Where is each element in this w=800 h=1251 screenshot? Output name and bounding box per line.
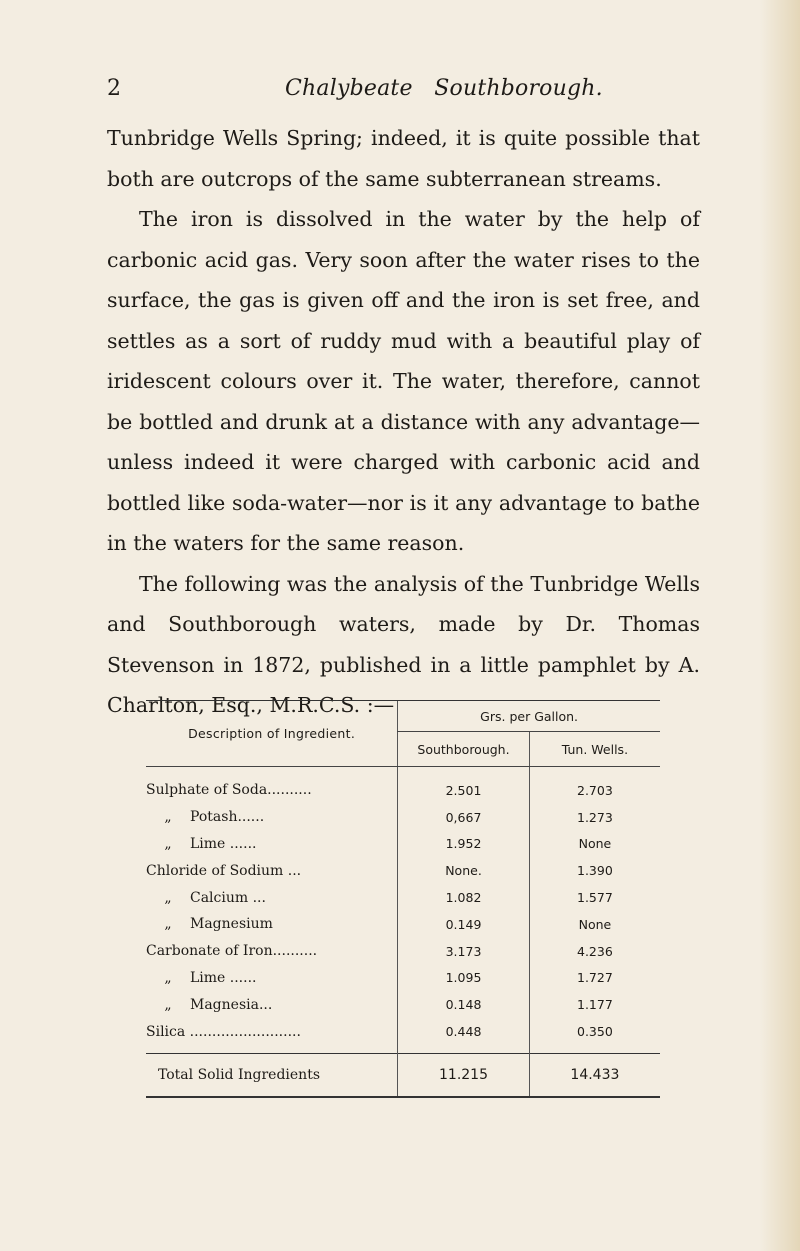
ingredient-name: Carbonate of Iron..........: [146, 943, 318, 960]
table-row: [146, 911, 660, 938]
col-header-tunwells: Tun. Wells.: [529, 732, 660, 767]
tunwells-value: 2.703: [529, 767, 660, 804]
ingredient-name: „ Potash......: [146, 804, 398, 831]
ingredient-name: „ Magnesium: [146, 911, 398, 938]
tunwells-value: 0.350: [529, 1018, 660, 1053]
ditto-mark: „: [164, 916, 172, 933]
southborough-value: 3.173: [398, 938, 530, 965]
total-southborough: 11.215: [398, 1053, 530, 1097]
table-row: [146, 965, 660, 992]
southborough-value: None.: [398, 857, 530, 884]
paragraph-continuation: Tunbridge Wells Spring; indeed, it is quite possible that both are outcrops of the same subterranean streams.: [107, 126, 700, 191]
group-header: Grs. per Gallon.: [398, 701, 660, 732]
ingredient-name: „ Calcium ...: [146, 884, 398, 911]
paragraph-iron: The iron is dissolved in the water by the help of carbonic acid gas. Very soon after the water rises to the surface, the gas is given off and the iron is set free, and settles as a sort of ruddy mud with a beautiful play of iridescent colours over it. The water, therefore, cannot be bottled and drunk at a distance with any advantage— unless indeed it were charged with carbonic acid and bottled like soda-water—nor is it any advantage to bathe in the waters for the same reason.: [107, 207, 700, 555]
ingredient-name: Silica .........................: [146, 1023, 301, 1040]
tunwells-value: 1.177: [529, 991, 660, 1018]
body-text: [107, 118, 700, 726]
southborough-value: 2.501: [398, 767, 530, 804]
table-row: [146, 857, 660, 884]
ingredient-name: Chloride of Sodium ...: [146, 862, 302, 879]
analysis-table: [146, 700, 660, 1098]
ingredient-name: „ Lime ......: [146, 965, 398, 992]
desc-header: Description of Ingredient.: [146, 701, 398, 767]
table-row: [146, 938, 660, 965]
table-row: [146, 884, 660, 911]
ditto-mark: „: [164, 835, 172, 852]
southborough-value: 1.095: [398, 965, 530, 992]
tunwells-value: 1.577: [529, 884, 660, 911]
southborough-value: 0.148: [398, 991, 530, 1018]
running-title: Chalybeate Southborough.: [285, 76, 603, 101]
tunwells-value: 1.390: [529, 857, 660, 884]
tunwells-value: 1.273: [529, 804, 660, 831]
southborough-value: 0.149: [398, 911, 530, 938]
page-edge-shading: [760, 0, 800, 1251]
ditto-mark: „: [164, 889, 172, 906]
ingredient-name: „ Magnesia...: [146, 991, 398, 1018]
paragraph-analysis-intro: The following was the analysis of the Tunbridge Wells and Southborough waters, made by Dr. Thomas Stevenson in 1872, published in a little pamphlet by A. Charlton, Esq., M.R.C.S. :—: [107, 571, 700, 717]
southborough-value: 1.952: [398, 831, 530, 858]
table-row: [146, 804, 660, 831]
table-row: [146, 991, 660, 1018]
total-row: [146, 1053, 660, 1097]
total-label: Total Solid Ingredients: [146, 1053, 398, 1097]
col-header-southborough: Southborough.: [398, 732, 530, 767]
tunwells-value: 4.236: [529, 938, 660, 965]
southborough-value: 0,667: [398, 804, 530, 831]
ingredient-name: Sulphate of Soda..........: [146, 782, 312, 799]
tunwells-value: None: [529, 831, 660, 858]
southborough-value: 0.448: [398, 1018, 530, 1053]
table-header-row: [146, 701, 660, 732]
ditto-mark: „: [164, 809, 172, 826]
table-row: [146, 831, 660, 858]
ingredient-name: „ Lime ......: [146, 831, 398, 858]
southborough-value: 1.082: [398, 884, 530, 911]
table-row: [146, 1018, 660, 1053]
page-number: 2: [107, 76, 121, 101]
ditto-mark: „: [164, 969, 172, 986]
ditto-mark: „: [164, 996, 172, 1013]
tunwells-value: 1.727: [529, 965, 660, 992]
tunwells-value: None: [529, 911, 660, 938]
table-row: [146, 767, 660, 804]
running-head: [107, 76, 707, 106]
total-tunwells: 14.433: [529, 1053, 660, 1097]
